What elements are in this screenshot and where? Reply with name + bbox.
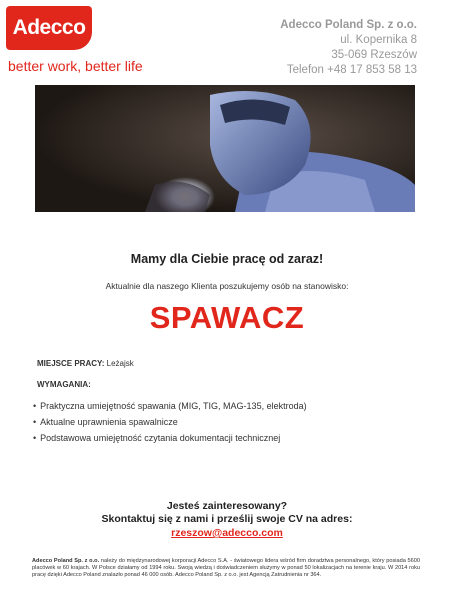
company-name: Adecco Poland Sp. z o.o. [280,19,417,31]
adecco-logo [6,6,92,50]
company-city: 35-069 Rzeszów [331,49,417,61]
cta-line: Skontaktuj się z nami i prześlij swoje CV na adres: [101,513,353,525]
welder-illustration [35,85,415,212]
work-place-label: MIEJSCE PRACY: [37,359,105,368]
job-title: SPAWACZ [149,300,305,335]
requirement-item: • Praktyczna umiejętność spawania (MIG, TIG, MAG-135, elektroda) [33,401,307,411]
company-phone: Telefon +48 17 853 58 13 [286,64,417,76]
footer-company: Adecco Poland Sp. z o.o. [32,558,100,564]
requirement-item: • Podstawowa umiejętność czytania dokumentacji technicznej [33,433,307,443]
requirements-label: WYMAGANIA: [37,380,91,389]
cta-question: Jesteś zainteresowany? [166,500,288,512]
requirement-item: • Aktualne uprawnienia spawalnicze [33,417,307,427]
intro-text: Aktualnie dla naszego Klienta poszukujemy osób na stanowisko: [105,281,349,291]
work-place [37,359,134,368]
footer-text [32,558,420,579]
work-place-value: Leżajsk [106,359,134,368]
logo-text: Adecco [12,16,86,39]
company-address [280,18,417,78]
tagline: better work, better life [8,58,143,74]
welder-photo [35,85,415,212]
footer-body: należy do międzynarodowej korporacji Adecco S.A. - światowego lidera wśród firm doradztwa personalnego, który posiada 5600 placówek w 60 krajach. W Polsce działamy od 1994 roku. Swoją wiedzą i doświadczeniem służymy w ponad 50 lokalizacjach na terenie kraju. W 2014 roku pracę dzięki Adecco Poland znalazło ponad 46 000 osób. Adecco Poland Sp. z o.o. jest Agencją Zatrudnienia nr 364. [32,558,421,578]
main-heading: Mamy dla Ciebie pracę od zaraz! [130,252,324,266]
requirements-list [33,401,307,449]
company-street: ul. Kopernika 8 [340,34,417,46]
email-link[interactable]: rzeszow@adecco.com [171,527,283,539]
